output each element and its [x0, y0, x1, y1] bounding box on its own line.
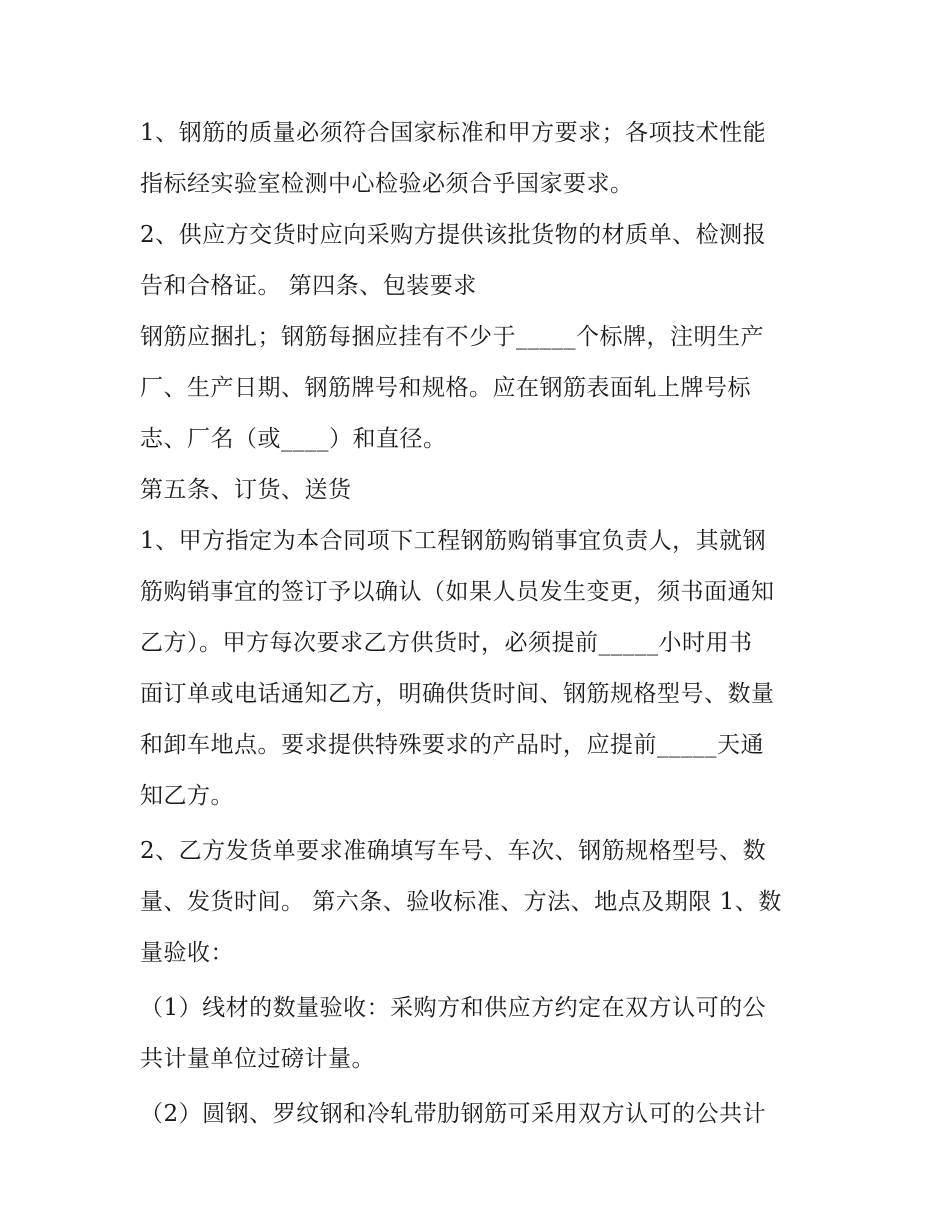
- section-heading: 第五条、订货、送货: [140, 477, 352, 503]
- text-line: 筋购销事宜的签订予以确认（如果人员发生变更，须书面通知: [140, 579, 775, 605]
- text-line: 共计量单位过磅计量。: [140, 1046, 375, 1072]
- text-line: 乙方）。甲方每次要求乙方供货时，必须提前_____小时用书: [140, 630, 753, 656]
- text-line: （2）圆钢、罗纹钢和冷轧带肋钢筋可采用双方认可的公共计: [140, 1101, 767, 1127]
- text-line: 2、供应方交货时应向采购方提供该批货物的材质单、检测报: [140, 222, 767, 248]
- text-line: 和卸车地点。要求提供特殊要求的产品时，应提前_____天通: [140, 732, 764, 758]
- text-line: 1、甲方指定为本合同项下工程钢筋购销事宜负责人，其就钢: [140, 528, 767, 554]
- text-line: 1、钢筋的质量必须符合国家标准和甲方要求；各项技术性能: [140, 120, 767, 146]
- text-line: 知乙方。: [140, 783, 234, 809]
- text-line: 告和合格证。 第四条、包装要求: [140, 273, 477, 299]
- text-line: 面订单或电话通知乙方，明确供货时间、钢筋规格型号、数量: [140, 681, 775, 707]
- text-line: 量验收：: [140, 940, 234, 966]
- text-line: 厂、生产日期、钢筋牌号和规格。应在钢筋表面轧上牌号标: [140, 375, 751, 401]
- text-line: （1）线材的数量验收：采购方和供应方约定在双方认可的公: [140, 995, 767, 1021]
- text-line: 指标经实验室检测中心检验必须合乎国家要求。: [140, 171, 634, 197]
- document-body: [140, 108, 820, 1140]
- text-line: 量、发货时间。 第六条、验收标准、方法、地点及期限 1、数: [140, 889, 782, 915]
- text-line: 2、乙方发货单要求准确填写车号、车次、钢筋规格型号、数: [140, 838, 767, 864]
- text-line: 钢筋应捆扎；钢筋每捆应挂有不少于_____个标牌，注明生产: [140, 324, 764, 350]
- text-line: 志、厂名（或____）和直径。: [140, 426, 447, 452]
